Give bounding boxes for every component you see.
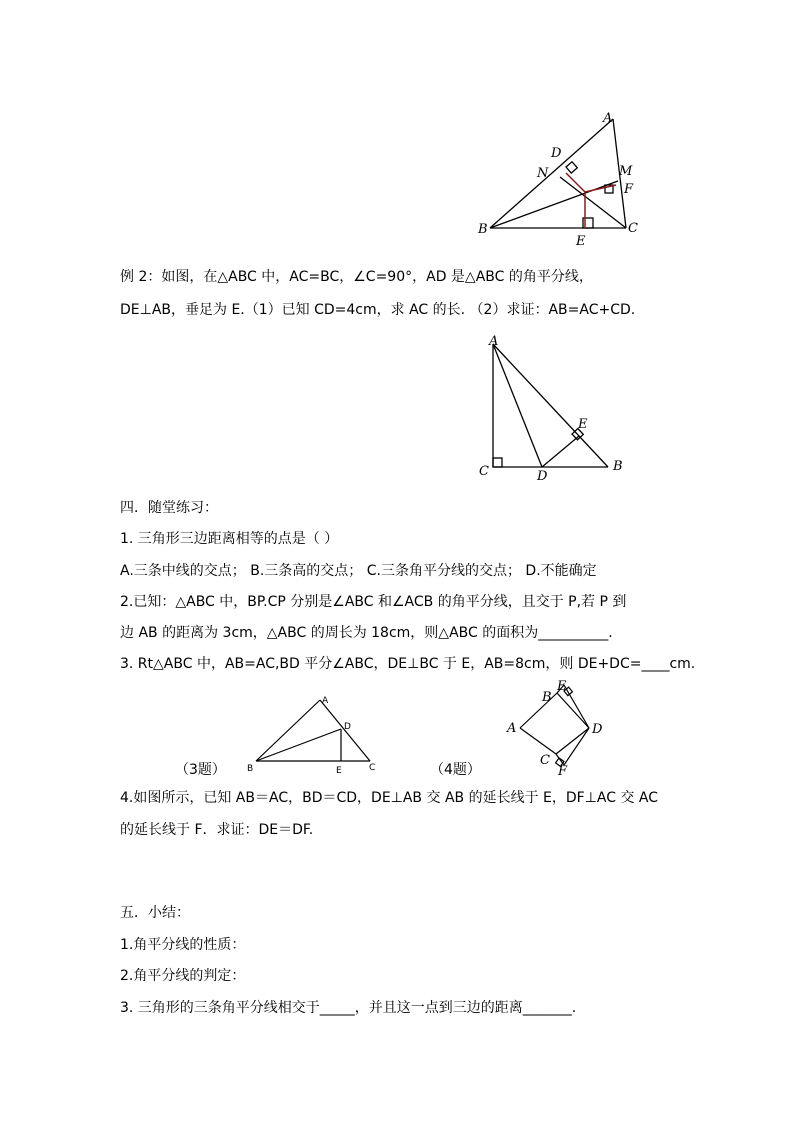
fig1-label-a: A xyxy=(603,111,613,126)
fig2-label-a: A xyxy=(489,334,499,349)
summary-item1: 1.角平分线的性质： xyxy=(120,937,246,953)
practice-q3: 3. Rt△ABC 中，AB=AC,BD 平分∠ABC，DE⊥BC 于 E，AB=8cm，则 DE+DC=____cm. xyxy=(120,656,696,672)
fig4-label-f: F xyxy=(558,764,568,778)
fig1-label-f: F xyxy=(624,182,634,197)
practice-q2-line1: 2.已知：△ABC 中，BP.CP 分别是∠ABC 和∠ACB 的角平分线，且交于 P,若 P 到 xyxy=(120,594,627,610)
example2-line2: DE⊥AB，垂足为 E.（1）已知 CD=4cm，求 AC 的长. （2）求证：AB=AC+CD. xyxy=(120,302,636,318)
figure-3-triangle xyxy=(244,693,384,778)
practice-heading: 四．随堂练习： xyxy=(120,500,218,516)
fig3-caption: （3题） xyxy=(175,762,226,778)
practice-q1: 1. 三角形三边距离相等的点是（ ） xyxy=(120,531,339,547)
fig1-label-e: E xyxy=(576,234,586,249)
figure-2-triangle xyxy=(475,332,635,487)
fig2-label-d: D xyxy=(537,469,548,484)
summary-item3: 3. 三角形的三条角平分线相交于_____，并且这一点到三边的距离_______. xyxy=(120,1000,577,1016)
fig3-label-d: D xyxy=(344,722,351,732)
summary-item2: 2.角平分线的判定： xyxy=(120,968,246,984)
fig3-label-e: E xyxy=(336,766,342,776)
fig2-label-c: C xyxy=(479,464,489,479)
fig2-label-b: B xyxy=(613,459,623,474)
fig1-label-n: N xyxy=(537,166,549,181)
figure-1-triangle xyxy=(470,105,650,250)
summary-heading: 五．小结： xyxy=(120,905,190,921)
fig3-label-a: A xyxy=(322,696,329,706)
fig4-label-c: C xyxy=(540,753,550,768)
fig3-label-b: B xyxy=(247,764,254,774)
fig3-label-c: C xyxy=(369,763,376,773)
example2-line1: 例 2：如图，在△ABC 中，AC=BC，∠C=90°，AD 是△ABC 的角平分线， xyxy=(120,269,593,285)
practice-q1-options: A.三条中线的交点； B.三条高的交点； C.三条角平分线的交点； D.不能确定 xyxy=(120,563,597,579)
fig4-label-a: A xyxy=(507,721,517,736)
fig1-label-d: D xyxy=(551,146,562,161)
fig1-label-m: M xyxy=(619,164,633,179)
fig4-label-b: B xyxy=(542,690,552,705)
figure-4-kite xyxy=(502,678,612,778)
practice-q4-line1: 4.如图所示，已知 AB＝AC，BD＝CD，DE⊥AB 交 AB 的延长线于 E，DF⊥AC 交 AC xyxy=(120,790,659,806)
fig2-label-e: E xyxy=(578,417,588,432)
practice-q2-line2: 边 AB 的距离为 3cm，△ABC 的周长为 18cm，则△ABC 的面积为__________. xyxy=(120,625,613,641)
fig1-label-b: B xyxy=(478,222,488,237)
fig4-label-e: E xyxy=(557,679,567,694)
fig4-caption: （4题） xyxy=(430,762,481,778)
fig4-label-d: D xyxy=(592,722,603,737)
fig1-label-c: C xyxy=(628,221,638,236)
practice-q4-line2: 的延长线于 F．求证：DE＝DF. xyxy=(120,822,314,838)
